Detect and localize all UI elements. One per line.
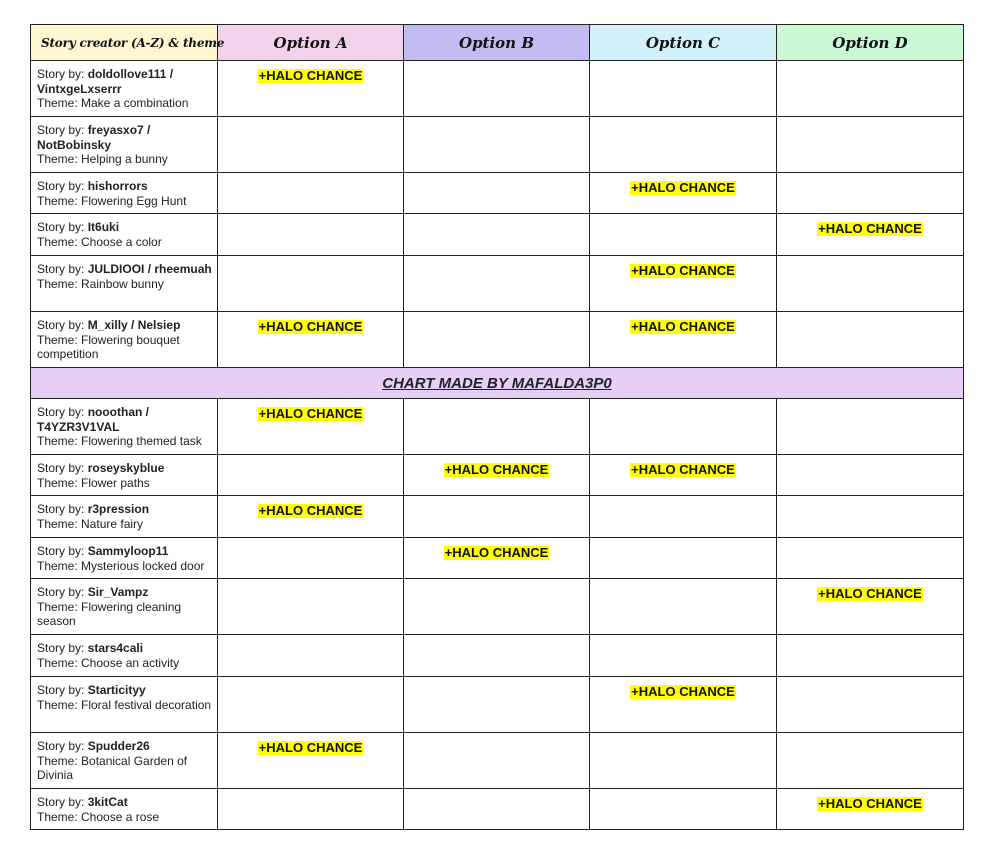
option-d-cell <box>777 455 964 496</box>
story-author: 3kitCat <box>87 795 128 809</box>
theme-label: Theme: <box>37 475 82 490</box>
story-theme: Choose a rose <box>81 809 160 824</box>
option-b-cell <box>404 399 590 455</box>
option-c-cell <box>590 496 777 538</box>
option-c-cell <box>590 214 777 256</box>
option-a-cell <box>218 496 404 538</box>
story-theme: Flower paths <box>81 475 150 490</box>
table-row <box>31 399 964 455</box>
story-by-label: Story by: <box>37 262 88 276</box>
header-creator: Story creator (A-Z) & theme <box>31 25 218 61</box>
story-author: doldollove111 / VintxgeLxserrr <box>37 67 174 96</box>
option-c-cell <box>590 173 777 214</box>
option-a-cell <box>218 117 404 173</box>
story-info-cell <box>31 677 218 733</box>
table-row <box>31 733 964 789</box>
halo-chance-badge: +HALO CHANCE <box>631 180 735 195</box>
option-a-cell <box>218 455 404 496</box>
story-author: Spudder26 <box>87 739 150 753</box>
theme-label: Theme: <box>37 276 82 291</box>
header-option-d: Option D <box>777 25 964 61</box>
table-row <box>31 677 964 733</box>
halo-chance-badge: +HALO CHANCE <box>631 684 735 699</box>
table-row <box>31 61 964 117</box>
option-c-cell <box>590 579 777 635</box>
story-info-cell <box>31 455 218 496</box>
story-by-label: Story by: <box>37 405 88 419</box>
story-by-label: Story by: <box>37 123 88 137</box>
option-c-cell <box>590 455 777 496</box>
option-d-cell <box>777 61 964 117</box>
story-by-label: Story by: <box>37 683 88 697</box>
option-b-cell <box>404 61 590 117</box>
option-b-cell <box>404 312 590 368</box>
theme-label: Theme: <box>37 193 82 208</box>
halo-chance-badge: +HALO CHANCE <box>444 545 549 560</box>
story-info-cell <box>31 61 218 117</box>
header-option-a: Option A <box>218 25 404 61</box>
banner-row <box>31 368 964 399</box>
story-info-cell <box>31 789 218 830</box>
theme-label: Theme: <box>37 152 82 166</box>
halo-chance-badge: +HALO CHANCE <box>818 796 922 811</box>
halo-chance-badge: +HALO CHANCE <box>631 462 735 477</box>
story-author: hishorrors <box>87 179 148 193</box>
option-a-cell <box>218 733 404 789</box>
option-d-cell <box>777 256 964 312</box>
story-by-label: Story by: <box>37 67 88 81</box>
story-info-cell <box>31 173 218 214</box>
option-c-cell <box>590 117 777 173</box>
table-row <box>31 256 964 312</box>
halo-chance-badge: +HALO CHANCE <box>818 586 922 601</box>
theme-label: Theme: <box>37 655 82 670</box>
option-d-cell <box>777 312 964 368</box>
header-row <box>31 25 964 61</box>
story-info-cell <box>31 214 218 256</box>
story-info-cell <box>31 399 218 455</box>
story-theme: Flowering cleaning season <box>37 599 182 628</box>
option-d-cell <box>777 538 964 579</box>
option-d-cell <box>777 399 964 455</box>
theme-label: Theme: <box>37 434 82 448</box>
table-row <box>31 579 964 635</box>
option-c-cell <box>590 635 777 677</box>
option-b-cell <box>404 677 590 733</box>
option-c-cell <box>590 61 777 117</box>
option-c-cell <box>590 789 777 830</box>
option-a-cell <box>218 312 404 368</box>
table-row <box>31 455 964 496</box>
option-b-cell <box>404 579 590 635</box>
story-info-cell <box>31 117 218 173</box>
option-b-cell <box>404 117 590 173</box>
table-row <box>31 173 964 214</box>
theme-label: Theme: <box>37 599 82 614</box>
option-a-cell <box>218 635 404 677</box>
halo-chance-badge: +HALO CHANCE <box>258 319 363 334</box>
table-body <box>31 61 964 830</box>
story-theme: Make a combination <box>81 96 189 110</box>
story-author: It6uki <box>87 220 120 234</box>
option-b-cell <box>404 538 590 579</box>
story-by-label: Story by: <box>37 641 88 655</box>
option-b-cell <box>404 455 590 496</box>
theme-label: Theme: <box>37 753 82 768</box>
option-c-cell <box>590 312 777 368</box>
option-d-cell <box>777 635 964 677</box>
option-b-cell <box>404 173 590 214</box>
option-d-cell <box>777 117 964 173</box>
theme-label: Theme: <box>37 516 82 531</box>
story-theme: Nature fairy <box>81 516 144 531</box>
option-a-cell <box>218 677 404 733</box>
story-by-label: Story by: <box>37 502 88 516</box>
story-theme: Flowering bouquet competition <box>37 332 180 361</box>
story-by-label: Story by: <box>37 739 88 753</box>
story-theme: Botanical Garden of Divinia <box>37 753 188 782</box>
story-author: r3pression <box>87 502 150 516</box>
theme-label: Theme: <box>37 96 82 110</box>
story-theme: Mysterious locked door <box>81 558 205 573</box>
story-options-table <box>30 24 964 830</box>
story-by-label: Story by: <box>37 220 88 234</box>
story-info-cell <box>31 496 218 538</box>
halo-chance-badge: +HALO CHANCE <box>631 263 735 278</box>
option-b-cell <box>404 256 590 312</box>
story-info-cell <box>31 538 218 579</box>
story-by-label: Story by: <box>37 461 88 475</box>
option-c-cell <box>590 538 777 579</box>
story-by-label: Story by: <box>37 179 88 193</box>
option-d-cell <box>777 496 964 538</box>
halo-chance-badge: +HALO CHANCE <box>258 503 363 518</box>
halo-chance-badge: +HALO CHANCE <box>818 221 922 236</box>
story-info-cell <box>31 635 218 677</box>
story-author: JULDIOOI / rheemuah <box>87 262 212 276</box>
story-author: Starticityy <box>87 683 146 697</box>
story-info-cell <box>31 256 218 312</box>
story-info-cell <box>31 733 218 789</box>
option-a-cell <box>218 399 404 455</box>
story-theme: Choose a color <box>81 234 162 249</box>
table-row <box>31 214 964 256</box>
story-theme: Choose an activity <box>81 655 180 670</box>
story-by-label: Story by: <box>37 585 88 599</box>
story-theme: Floral festival decoration <box>81 697 212 712</box>
option-a-cell <box>218 173 404 214</box>
story-author: freyasxo7 / NotBobinsky <box>37 123 151 152</box>
table-row <box>31 538 964 579</box>
theme-label: Theme: <box>37 809 82 824</box>
halo-chance-badge: +HALO CHANCE <box>258 406 363 421</box>
table-row <box>31 312 964 368</box>
halo-chance-badge: +HALO CHANCE <box>444 462 549 477</box>
table-row <box>31 635 964 677</box>
theme-label: Theme: <box>37 697 82 712</box>
story-by-label: Story by: <box>37 544 88 558</box>
option-d-cell <box>777 579 964 635</box>
theme-label: Theme: <box>37 234 82 249</box>
story-author: M_xilly / Nelsiep <box>87 318 181 332</box>
story-info-cell <box>31 579 218 635</box>
option-a-cell <box>218 538 404 579</box>
story-by-label: Story by: <box>37 795 88 809</box>
option-a-cell <box>218 789 404 830</box>
story-theme: Flowering Egg Hunt <box>81 193 187 208</box>
story-info-cell <box>31 312 218 368</box>
story-theme: Helping a bunny <box>81 152 168 166</box>
theme-label: Theme: <box>37 332 82 347</box>
option-d-cell <box>777 789 964 830</box>
theme-label: Theme: <box>37 558 82 573</box>
option-a-cell <box>218 579 404 635</box>
story-author: roseyskyblue <box>87 461 165 475</box>
option-b-cell <box>404 733 590 789</box>
option-c-cell <box>590 677 777 733</box>
story-author: Sir_Vampz <box>87 585 149 599</box>
option-c-cell <box>590 399 777 455</box>
option-d-cell <box>777 733 964 789</box>
header-option-c: Option C <box>590 25 777 61</box>
option-a-cell <box>218 214 404 256</box>
option-d-cell <box>777 677 964 733</box>
story-by-label: Story by: <box>37 318 88 332</box>
header-option-b: Option B <box>404 25 590 61</box>
option-c-cell <box>590 733 777 789</box>
halo-chance-badge: +HALO CHANCE <box>258 68 363 83</box>
halo-chance-badge: +HALO CHANCE <box>258 740 363 755</box>
option-b-cell <box>404 635 590 677</box>
story-author: Sammyloop11 <box>87 544 169 558</box>
option-d-cell <box>777 173 964 214</box>
option-a-cell <box>218 61 404 117</box>
story-theme: Rainbow bunny <box>81 276 164 291</box>
option-c-cell <box>590 256 777 312</box>
table-row <box>31 789 964 830</box>
option-a-cell <box>218 256 404 312</box>
story-author: nooothan / T4YZR3V1VAL <box>37 405 150 434</box>
option-d-cell <box>777 214 964 256</box>
chart-credit-banner: CHART MADE BY MAFALDA3P0 <box>31 368 964 399</box>
option-b-cell <box>404 214 590 256</box>
table-row <box>31 117 964 173</box>
option-b-cell <box>404 496 590 538</box>
table-row <box>31 496 964 538</box>
story-author: stars4cali <box>87 641 144 655</box>
halo-chance-badge: +HALO CHANCE <box>631 319 735 334</box>
option-b-cell <box>404 789 590 830</box>
story-theme: Flowering themed task <box>81 434 202 448</box>
